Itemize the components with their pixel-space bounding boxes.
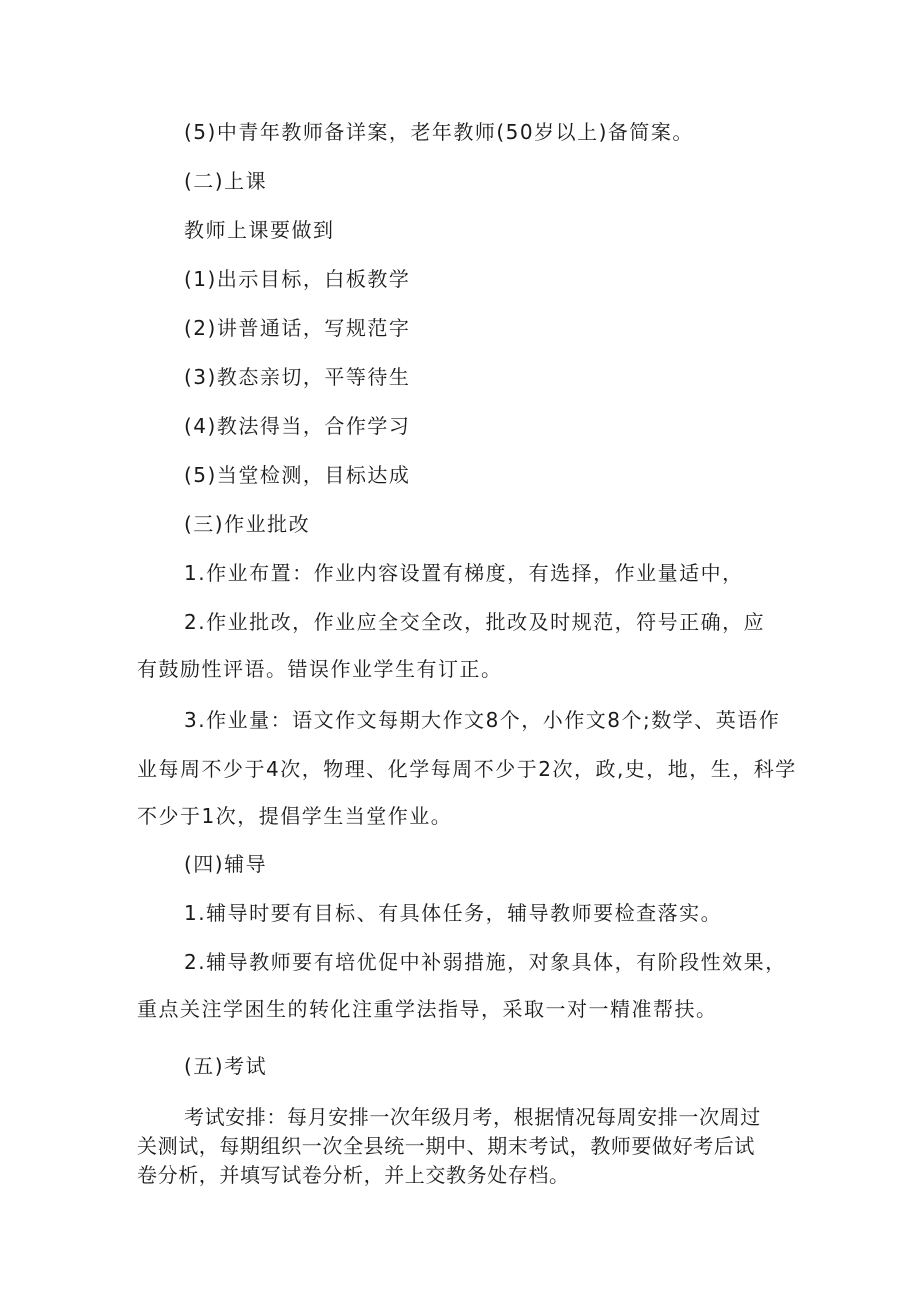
class-item-2: (2)讲普通话，写规范字 <box>184 316 411 340</box>
homework-item-3-line-1: 3.作业量：语文作文每期大作文8个，小作文8个;数学、英语作 <box>184 708 781 732</box>
tutoring-item-2-line-1: 2.辅导教师要有培优促中补弱措施，对象具体，有阶段性效果， <box>184 950 787 974</box>
heading-teaching-class: (二)上课 <box>184 169 268 193</box>
tutoring-item-2-line-2: 重点关注学困生的转化注重学法指导，采取一对一精准帮扶。 <box>137 997 718 1021</box>
item-5-lesson-plan: (5)中青年教师备详案，老年教师(50岁以上)备简案。 <box>184 120 694 144</box>
class-item-3: (3)教态亲切，平等待生 <box>184 365 411 389</box>
homework-item-2-line-2: 有鼓励性评语。错误作业学生有订正。 <box>137 657 503 681</box>
homework-item-3-line-3: 不少于1次，提倡学生当堂作业。 <box>137 804 453 828</box>
homework-item-2-line-1: 2.作业批改，作业应全交全改，批改及时规范，符号正确，应 <box>184 610 766 634</box>
class-item-1: (1)出示目标，白板教学 <box>184 267 411 291</box>
heading-homework: (三)作业批改 <box>184 512 311 536</box>
heading-exams: (五)考试 <box>184 1054 268 1078</box>
class-item-4: (4)教法得当，合作学习 <box>184 414 411 438</box>
homework-item-1: 1.作业布置：作业内容设置有梯度，有选择，作业量适中， <box>184 561 744 585</box>
class-item-5: (5)当堂检测，目标达成 <box>184 463 411 487</box>
heading-tutoring: (四)辅导 <box>184 852 268 876</box>
exams-paragraph-line-3: 卷分析，并填写试卷分析，并上交教务处存档。 <box>137 1163 570 1187</box>
intro-class-requirements: 教师上课要做到 <box>184 218 335 242</box>
exams-paragraph-line-2: 关测试，每期组织一次全县统一期中、期末考试，教师要做好考后试 <box>137 1134 755 1158</box>
tutoring-item-1: 1.辅导时要有目标、有具体任务，辅导教师要检查落实。 <box>184 901 723 925</box>
exams-paragraph-line-1: 考试安排：每月安排一次年级月考，根据情况每周安排一次周过 <box>184 1105 761 1129</box>
homework-item-3-line-2: 业每周不少于4次，物理、化学每周不少于2次，政,史，地，生，科学 <box>137 757 797 781</box>
